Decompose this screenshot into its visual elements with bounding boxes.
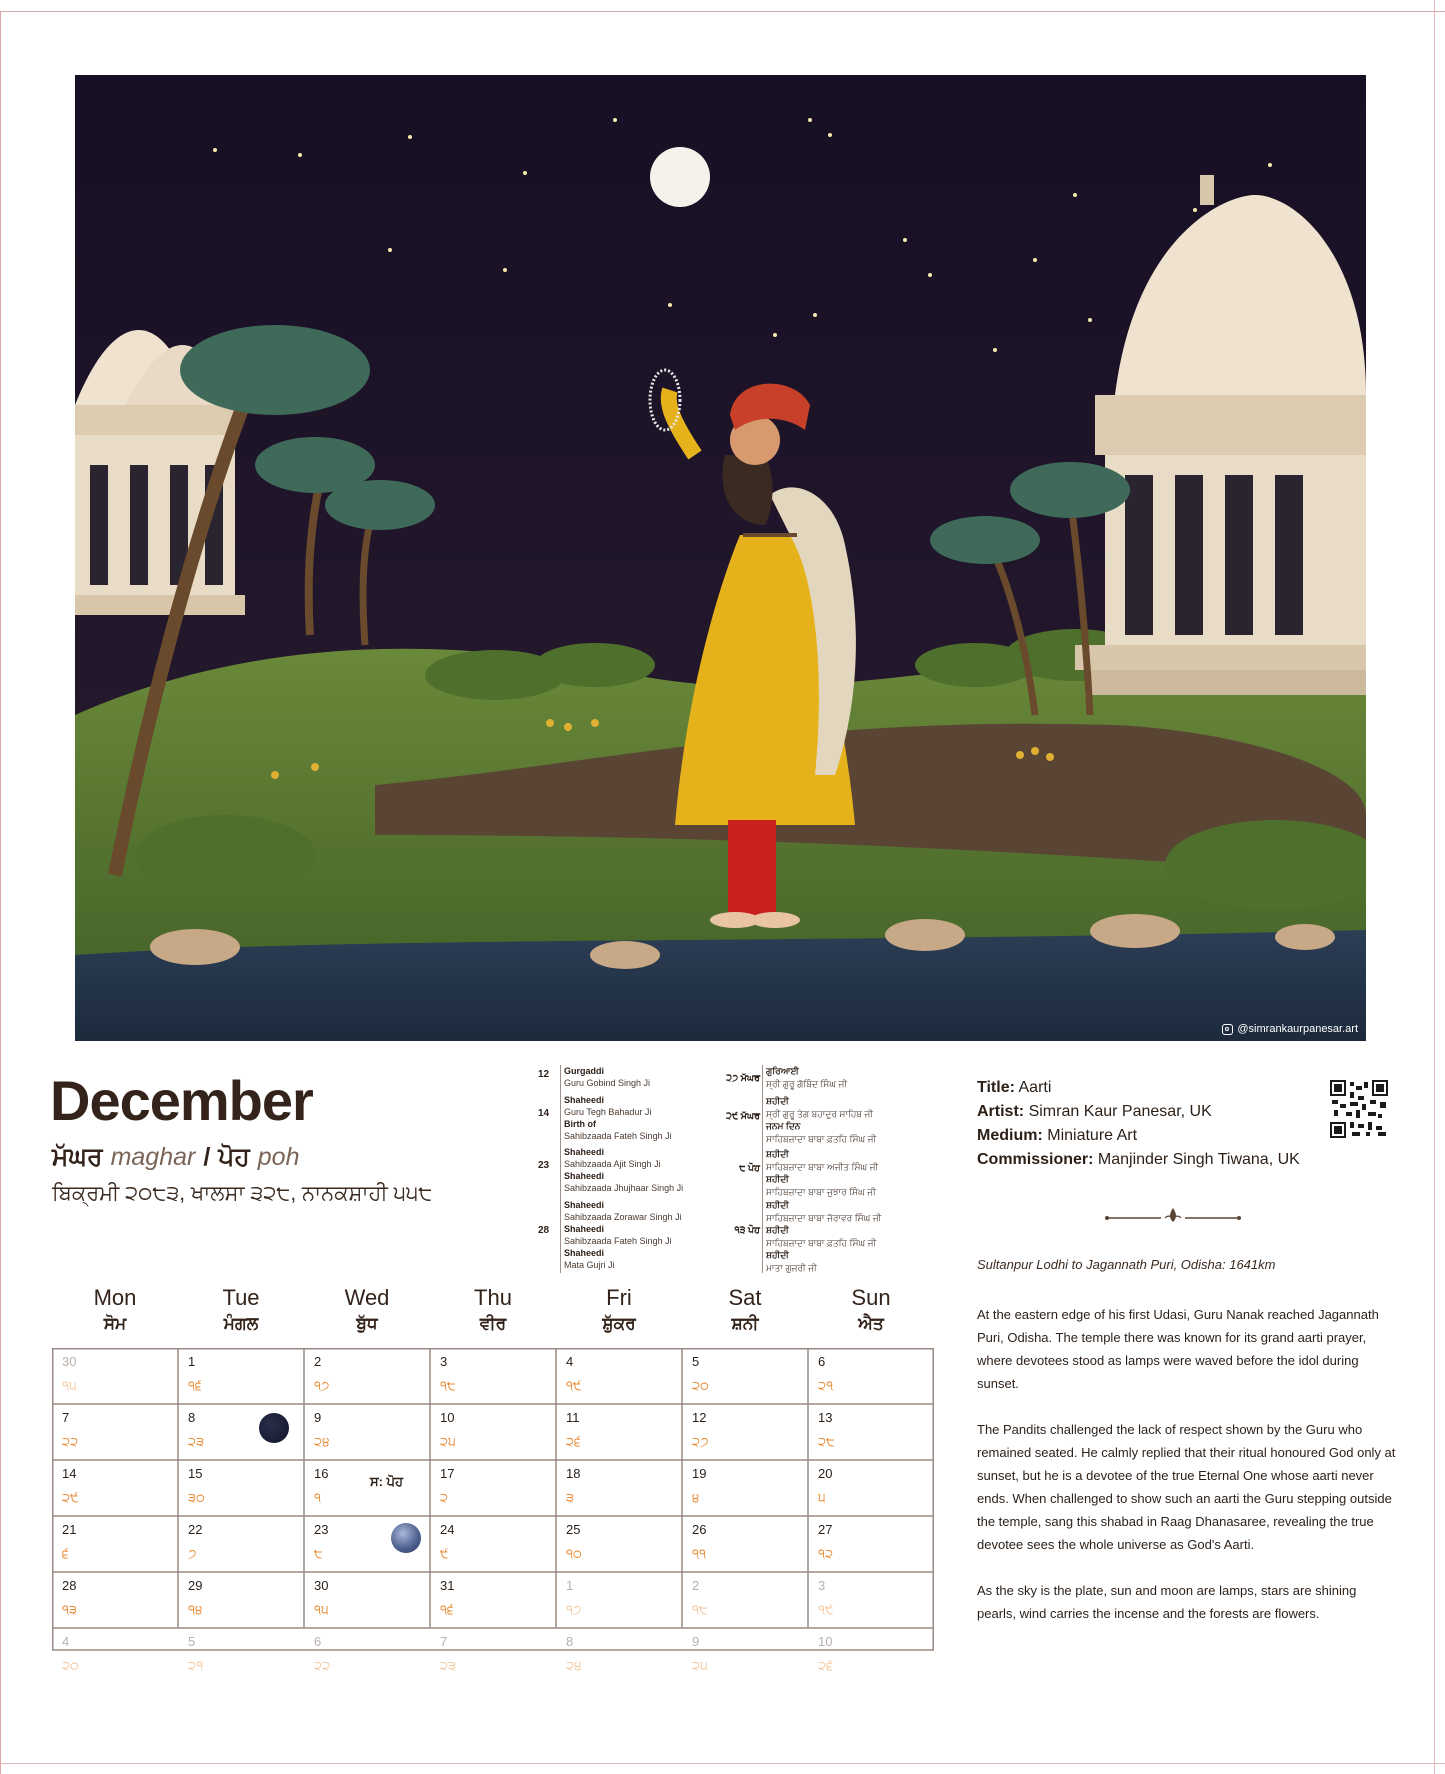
gregorian-date: 1 [566,1578,574,1593]
gregorian-date: 30 [62,1354,77,1369]
gregorian-date: 5 [188,1634,196,1649]
calendar-day-cell [808,1516,934,1572]
nanakshahi-date: ੧੧ [692,1546,707,1561]
calendar-day-cell [304,1460,430,1516]
event-person: Sahibzaada Jhujhaar Singh Ji [564,1183,684,1193]
calendar-day-cell [556,1348,682,1404]
event-person: ਸਾਹਿਬਜ਼ਾਦਾ ਬਾਬਾ ਜੋਰਾਵਰ ਸਿੰਘ ਜੀ [766,1212,882,1223]
gregorian-date: 6 [818,1354,826,1369]
gregorian-date: 22 [188,1522,203,1537]
event-type: Shaheedi [564,1171,605,1181]
nanakshahi-date: ੧੯ [818,1602,834,1617]
event-day: ੨੯ ਮੱਘਰ [726,1111,760,1122]
event-day: 14 [538,1108,550,1119]
instagram-icon [1222,1024,1233,1035]
calendar-day-cell [52,1516,178,1572]
event-day: ੮ ਪੋਹ [739,1163,760,1174]
nanakshahi-date: ੫ [818,1490,826,1505]
event-person: Sahibzaada Ajit Singh Ji [564,1159,661,1169]
gregorian-date: 23 [314,1522,329,1537]
nanakshahi-date: ੨੮ [818,1434,835,1449]
month-separator: / [203,1143,211,1171]
events-english [538,1065,698,1275]
calendar-day-cell [682,1404,808,1460]
nanakshahi-date: ੭ [188,1546,197,1561]
info-medium: Medium: Miniature Art [977,1127,1138,1144]
events-punjabi [700,1065,920,1275]
story-text [977,1303,1397,1648]
gregorian-date: 16 [314,1466,329,1481]
event-entry [564,1199,682,1271]
punjabi-month-2: ਪੋਹ [218,1143,250,1171]
gregorian-date: 10 [818,1634,833,1649]
calendar-day-cell [304,1572,430,1628]
event-type: ਸ਼ਹੀਦੀ [766,1174,789,1184]
gregorian-date: 12 [692,1410,707,1425]
nanakshahi-date: ੧੬ [188,1378,202,1393]
event-type: ਗੁਰਿਆਈ [766,1066,799,1076]
event-person: ਸਾਹਿਬਜ਼ਾਦਾ ਬਾਬਾ ਫ਼ਤਹਿ ਸਿੰਘ ਜੀ [766,1133,877,1144]
info-artist: Artist: Simran Kaur Panesar, UK [977,1103,1212,1120]
calendar-day-cell [304,1348,430,1404]
nanakshahi-date: ੪ [692,1490,700,1505]
calendar-day-cell [682,1460,808,1516]
gregorian-date: 21 [62,1522,77,1537]
calendar-day-cell [556,1516,682,1572]
aarti-painting [75,75,1366,1041]
nanakshahi-date: ੨੯ [62,1490,79,1505]
nanakshahi-date: ੩ [566,1490,575,1505]
gregorian-date: 29 [188,1578,203,1593]
nanakshahi-date: ੯ [440,1546,449,1561]
nanakshahi-date: ੨੫ [440,1434,456,1449]
nanakshahi-date: ੧੪ [188,1602,203,1617]
calendar-day-cell [430,1348,556,1404]
journey-route: Sultanpur Lodhi to Jagannath Puri, Odisha: 1641km [977,1257,1276,1272]
event-entry [564,1146,683,1194]
calendar-day-cell [556,1460,682,1516]
event-type: Birth of [564,1119,596,1129]
river [75,930,1366,1041]
event-type: Shaheedi [564,1095,605,1105]
event-entry [766,1148,878,1198]
weekday-header [52,1285,934,1345]
weekday-fri: Fri ਸ਼ੁੱਕਰ [602,1285,636,1333]
calendar-day-cell [430,1404,556,1460]
calendar-day-cell [808,1460,934,1516]
weekday-sun: Sun ਐਤ [851,1285,891,1333]
event-day: 28 [538,1225,550,1236]
nanakshahi-date: ੨੨ [314,1658,331,1673]
gregorian-date: 31 [440,1578,455,1593]
calendar-day-cell [556,1628,682,1684]
gregorian-date: 13 [818,1410,833,1425]
nanakshahi-date: ੧੭ [566,1602,582,1617]
events-divider [560,1065,561,1273]
gregorian-date: 25 [566,1522,581,1537]
gregorian-date: 10 [440,1410,455,1425]
nanakshahi-date: ੧੮ [692,1602,708,1617]
event-type: Gurgaddi [564,1066,604,1076]
gregorian-date: 9 [692,1634,700,1649]
page-trim-bottom [0,1763,1445,1764]
event-entry [766,1199,881,1274]
gregorian-date: 17 [440,1466,455,1481]
nanakshahi-date: ੨੬ [818,1658,833,1673]
painting-illustration [75,75,1366,1041]
artwork-info [977,1076,1300,1172]
gregorian-date: 2 [692,1578,700,1593]
gregorian-date: 4 [62,1634,70,1649]
story-paragraph: At the eastern edge of his first Udasi, Guru Nanak reached Jagannath Puri, Odisha. The temple there was known for its grand aarti prayer, where devotees stood as lamps were waved before the idol during sunset. [977,1307,1379,1391]
event-person: Mata Gujri Ji [564,1260,615,1270]
event-type: ਸ਼ਹੀਦੀ [766,1096,789,1106]
story-paragraph: The Pandits challenged the lack of respect shown by the Guru who remained seated. He calmly replied that their ritual honoured God only at sunset, but he is a devotee of the true Eternal One whose aarti never ends. When challenged to show such an aarti the Guru stepping outside the temple, sang this shabad in Raag Dhanasaree, revealing the true devotee sees the whole universe as God's Aarti. [977,1422,1396,1552]
gregorian-date: 7 [62,1410,70,1425]
punjabi-month-1-latin: maghar [110,1143,196,1171]
nanakshahi-date: ੧੫ [62,1378,77,1393]
nanakshahi-date: ੧੫ [314,1602,329,1617]
calendar-day-cell [52,1572,178,1628]
punjabi-month-2-latin: poh [257,1143,300,1171]
calendar-day-cell [682,1516,808,1572]
punjabi-month-1: ਮੱਘਰ [52,1143,103,1171]
nanakshahi-date: ੧੮ [440,1378,456,1393]
full-moon-icon [391,1523,421,1553]
event-person: Sahibzaada Fateh Singh Ji [564,1131,672,1141]
gregorian-date: 30 [314,1578,329,1593]
gregorian-date: 15 [188,1466,203,1481]
event-type: Shaheedi [564,1200,605,1210]
qr-code-icon[interactable] [1330,1080,1388,1138]
event-person: ਸਾਹਿਬਜ਼ਾਦਾ ਬਾਬਾ ਅਜੀਤ ਸਿੰਘ ਜੀ [766,1161,879,1172]
calendar-day-cell [556,1572,682,1628]
calendar-day-cell [430,1460,556,1516]
nanakshahi-date: ੮ [314,1546,323,1561]
nanakshahi-date: ੨੧ [818,1378,834,1393]
artist-credit [1222,1023,1358,1035]
event-person: Guru Gobind Singh Ji [564,1078,651,1088]
full-moon [650,147,710,207]
info-title: Title: Aarti [977,1079,1052,1096]
gregorian-date: 20 [818,1466,833,1481]
gregorian-date: 2 [314,1354,322,1369]
weekday-tue: Tue ਮੰਗਲ [222,1285,260,1333]
calendar-day-cell [808,1628,934,1684]
event-entry [766,1095,876,1145]
calendar-day-cell [682,1572,808,1628]
gregorian-date: 18 [566,1466,581,1481]
nanakshahi-date: ੧੨ [818,1546,834,1561]
gregorian-date: 24 [440,1522,455,1537]
weekday-wed: Wed ਬੁੱਧ [344,1285,390,1333]
event-entry [564,1094,672,1142]
nanakshahi-date: ੧੭ [314,1378,330,1393]
nanakshahi-date: ੬ [62,1546,69,1561]
gregorian-date: 6 [314,1634,322,1649]
calendar-day-cell [430,1572,556,1628]
event-person: ਸਾਹਿਬਜ਼ਾਦਾ ਬਾਬਾ ਜੁਝਾਰ ਸਿੰਘ ਜੀ [766,1186,876,1197]
event-type: ਸ਼ਹੀਦੀ [766,1225,789,1235]
event-type: ਸ਼ਹੀਦੀ [766,1200,789,1210]
calendar-day-cell [52,1348,178,1404]
calendar-day-cell [178,1572,304,1628]
event-entry [766,1065,847,1090]
event-type: Shaheedi [564,1147,605,1157]
gregorian-date: 11 [566,1410,580,1425]
event-person: ਮਾਤਾ ਗੁਜਰੀ ਜੀ [766,1262,817,1273]
nanakshahi-date: ੧੯ [566,1378,582,1393]
gregorian-date: 8 [188,1410,196,1425]
event-day: 12 [538,1069,550,1080]
nanakshahi-date: ੨੨ [62,1434,79,1449]
event-person: Sahibzaada Zorawar Singh Ji [564,1212,682,1222]
event-person: ਸ੍ਰੀ ਗੁਰੂ ਗੋਬਿੰਦ ਸਿੰਘ ਜੀ [766,1078,848,1089]
nanakshahi-date: ੨੪ [566,1658,582,1673]
nanakshahi-date: ੨੫ [692,1658,708,1673]
gregorian-date: 7 [440,1634,448,1649]
gregorian-date: 8 [566,1634,574,1649]
gregorian-date: 19 [692,1466,707,1481]
gregorian-date: 3 [440,1354,448,1369]
calendar-day-cell [178,1460,304,1516]
calendar-day-cell [808,1404,934,1460]
calendar-day-cell [178,1628,304,1684]
calendar-day-cell [178,1348,304,1404]
gregorian-date: 14 [62,1466,77,1481]
era-years: ਬਿਕ੍ਰਮੀ ੨੦੮੩, ਖਾਲਸਾ ੩੨੮, ਨਾਨਕਸ਼ਾਹੀ ੫੫੮ [52,1182,433,1205]
gregorian-date: 26 [692,1522,707,1537]
story-paragraph: As the sky is the plate, sun and moon are lamps, stars are shining pearls, wind carries the incense and the forests are flowers. [977,1583,1357,1621]
event-person: ਸਾਹਿਬਜ਼ਾਦਾ ਬਾਬਾ ਫ਼ਤਹਿ ਸਿੰਘ ਜੀ [766,1237,877,1248]
punjabi-months [52,1143,299,1172]
event-person: Sahibzaada Fateh Singh Ji [564,1236,672,1246]
event-day: ੨੭ ਮੱਘਰ [726,1073,760,1084]
weekday-mon: Mon ਸੋਮ [93,1285,137,1333]
nanakshahi-date: ੨ [440,1490,449,1505]
artist-handle: @simrankaurpanesar.art [1237,1023,1358,1035]
gregorian-date: 27 [818,1522,833,1537]
nanakshahi-date: ੨੦ [62,1658,79,1673]
calendar-day-cell [178,1516,304,1572]
calendar-day-cell [682,1348,808,1404]
calendar-day-cell [808,1572,934,1628]
nanakshahi-date: ੨੪ [314,1434,330,1449]
gregorian-date: 4 [566,1354,574,1369]
calendar-day-cell [808,1348,934,1404]
weekday-sat: Sat ਸ਼ਨੀ [728,1285,762,1333]
calendar-day-cell [304,1628,430,1684]
calendar-day-cell [430,1516,556,1572]
gregorian-date: 1 [188,1354,196,1369]
event-type: Shaheedi [564,1248,605,1258]
sankrant-label: ਸ: ਪੋਹ [370,1474,403,1489]
event-person: Guru Tegh Bahadur Ji [564,1107,652,1117]
month-title: December [50,1069,313,1132]
calendar-day-cell [430,1628,556,1684]
nanakshahi-date: ੧੩ [62,1602,78,1617]
calendar-day-cell [52,1460,178,1516]
event-day: ੧੩ ਪੋਹ [734,1225,760,1236]
event-type: ਸ਼ਹੀਦੀ [766,1250,789,1260]
event-type: ਸ਼ਹੀਦੀ [766,1149,789,1159]
nanakshahi-date: ੨੦ [692,1378,709,1393]
nanakshahi-date: ੧੬ [440,1602,454,1617]
calendar-grid [52,1348,934,1673]
calendar-day-cell [52,1404,178,1460]
events-divider [762,1065,763,1273]
nanakshahi-date: ੩੦ [188,1490,205,1505]
calendar-day-cell [304,1404,430,1460]
nanakshahi-date: ੨੩ [188,1434,205,1449]
gregorian-date: 28 [62,1578,77,1593]
weekday-thu: Thu ਵੀਰ [474,1285,512,1333]
nanakshahi-date: ੨੭ [692,1434,709,1449]
gregorian-date: 3 [818,1578,826,1593]
nanakshahi-date: ੨੧ [188,1658,204,1673]
ornamental-divider [1103,1206,1243,1226]
nanakshahi-date: ੨੩ [440,1658,457,1673]
event-type: Shaheedi [564,1224,605,1234]
event-day: 23 [538,1160,550,1171]
calendar-day-cell [52,1628,178,1684]
info-commissioner: Commissioner: Manjinder Singh Tiwana, UK [977,1151,1300,1168]
nanakshahi-date: ੧੦ [566,1546,582,1561]
event-entry [564,1065,650,1089]
nanakshahi-date: ੨੬ [566,1434,581,1449]
gregorian-date: 9 [314,1410,322,1425]
calendar-day-cell [682,1628,808,1684]
event-type: ਜਨਮ ਦਿਨ [766,1121,801,1131]
nanakshahi-date: ੧ [314,1490,322,1505]
new-moon-icon [259,1413,289,1443]
event-person: ਸ੍ਰੀ ਗੁਰੂ ਤੇਗ ਬਹਾਦੁਰ ਸਾਹਿਬ ਜੀ [766,1108,874,1119]
page-trim-right [1434,0,1435,1774]
gregorian-date: 5 [692,1354,700,1369]
calendar-day-cell [556,1404,682,1460]
